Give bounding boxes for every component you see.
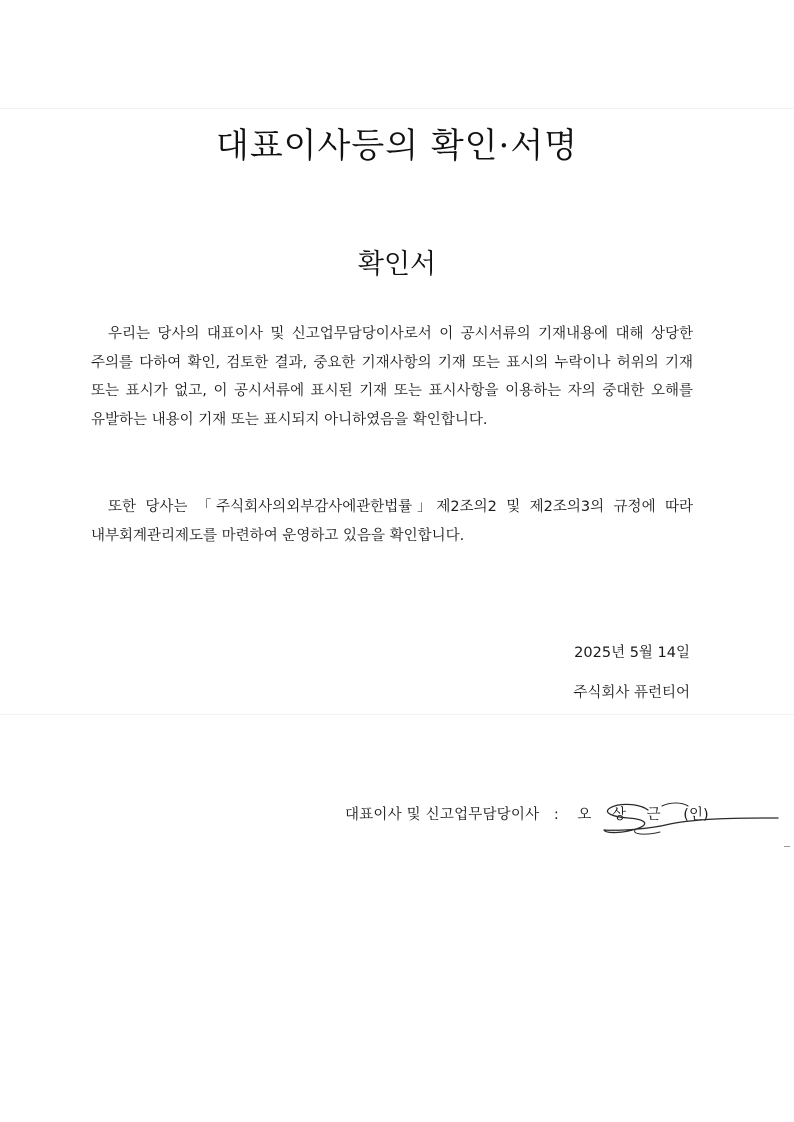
- signer-colon: :: [553, 807, 559, 823]
- confirmation-title: 확인서: [357, 249, 437, 280]
- scan-line: [0, 108, 794, 109]
- handwritten-signature: [600, 796, 782, 840]
- confirmation-paragraph-2: 또한 당사는 「주식회사의외부감사에관한법률」제2조의2 및 제2조의3의 규정에 따라 내부회계관리제도를 마련하여 운영하고 있음을 확인합니다.: [91, 499, 693, 544]
- confirmation-paragraph-1: 우리는 당사의 대표이사 및 신고업무담당이사로서 이 공시서류의 기재내용에 대해 상당한 주의를 다하여 확인, 검토한 결과, 중요한 기재사항의 기재 또는 표시의 누락이나 허위의 기재 또는 표시가 없고, 이 공시서류에 표시된 기재 또는 표시사항을 이용하는 자의 중대한 오해를 유발하는 내용이 기재 또는 표시되지 아니하였음을 확인합니다.: [91, 326, 693, 428]
- seal-mark: (인): [683, 807, 709, 823]
- document-date: 2025년 5월 14일: [574, 645, 690, 661]
- scan-line: [0, 714, 794, 715]
- signer-role: 대표이사 및 신고업무담당이사: [345, 807, 540, 823]
- company-name: 주식회사 퓨런티어: [573, 685, 690, 701]
- main-title: 대표이사등의 확인·서명: [215, 126, 579, 166]
- signer-name: 오 상 근: [577, 807, 669, 823]
- scan-edge-mark: [784, 846, 790, 847]
